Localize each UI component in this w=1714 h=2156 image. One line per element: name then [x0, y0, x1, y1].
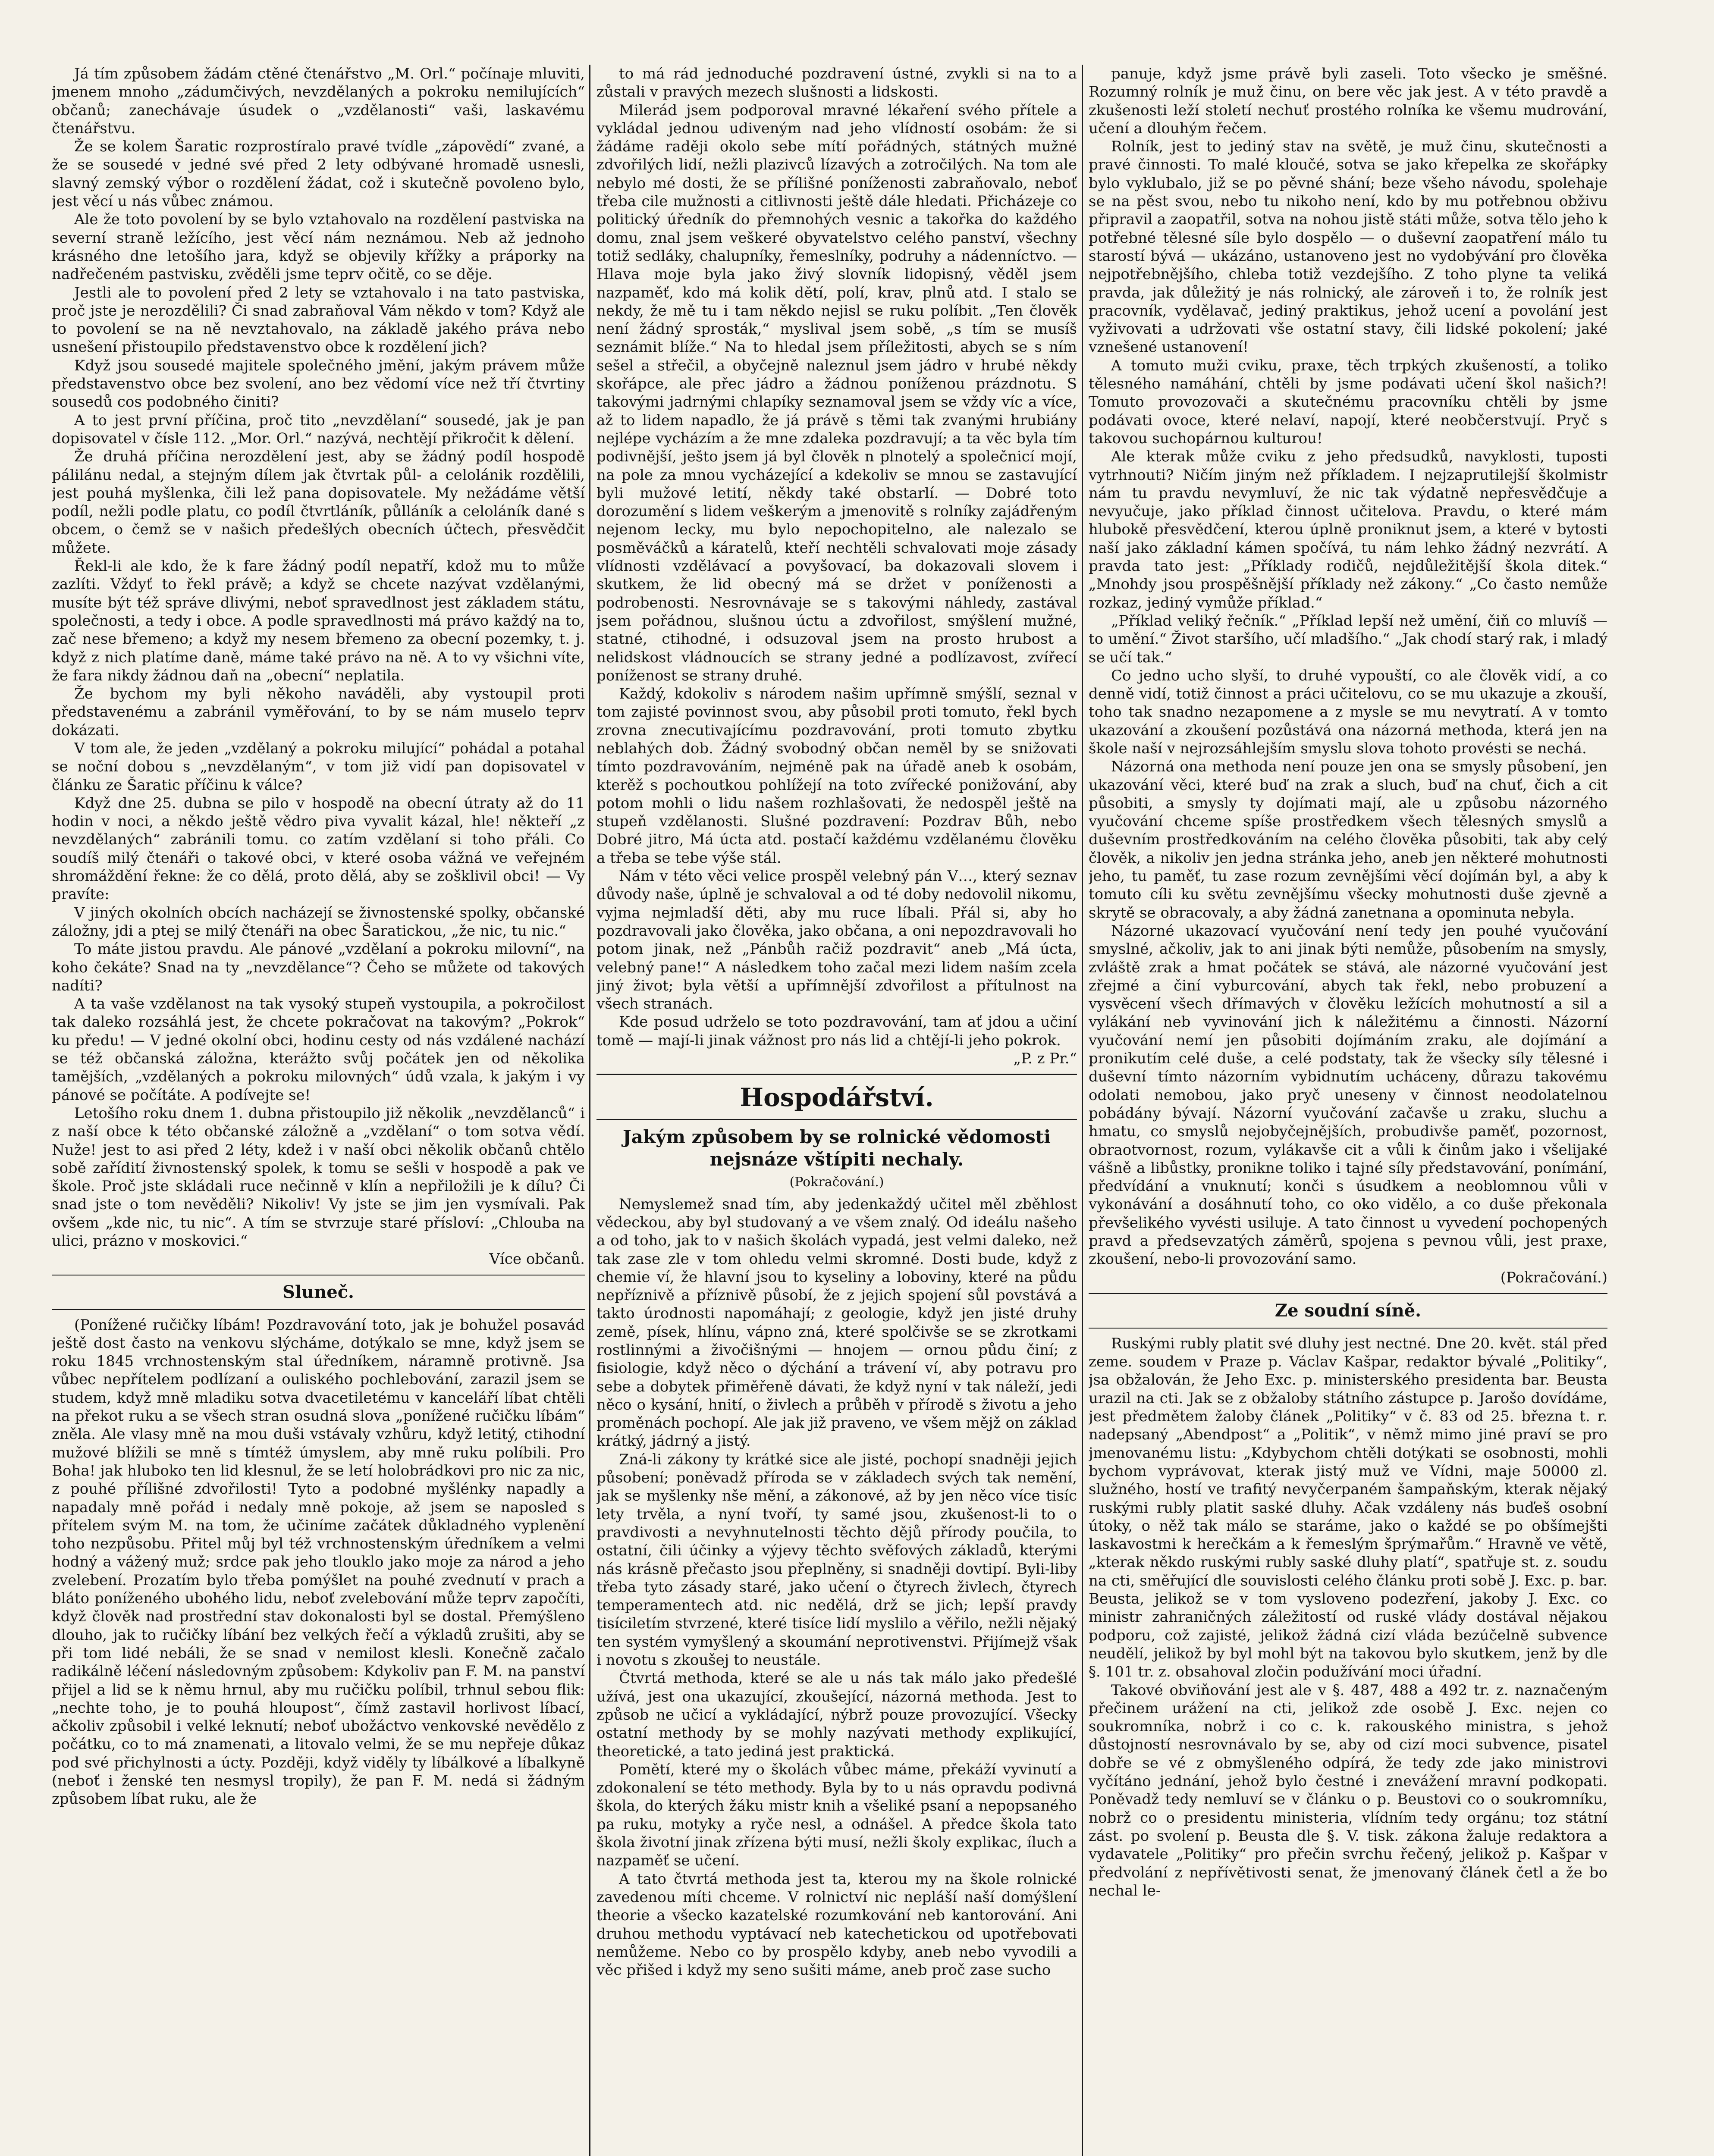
article-signature: Více občanů. — [489, 1250, 585, 1268]
article-signature: „P. z Pr.“ — [1013, 1050, 1077, 1068]
paragraph: Jestli ale to povolení před 2 lety se vztahovalo i na tato pastviska, proč jste je nerozdělili? Či snad zabraňoval Vám někdo v tom? Když ale to povolení se na ně nevztahovalo, na základě jakého práva nebo usnešení přistoupilo představenstvo obce k rozdělení jich? — [52, 284, 585, 356]
paragraph: Že bychom my byli někoho naváděli, aby vystoupil proti představenému a zabránil vyměřování, to by se nám muselo teprv dokázati. — [52, 685, 585, 739]
continued-note: (Pokračování.) — [1500, 1269, 1607, 1286]
paragraph: Když dne 25. dubna se pilo v hospodě na obecní útraty až do 11 hodin v noci, a někdo ještě vědro piva vyvalit kázal, hle! někteří „z nevzdělaných“ zabránili tomu. co zatím vzdělaní si toho přáli. Co soudíš milý čtenáři o takové obci, v které osoba vážná ve veřejném shromáždění řekne: že co dělá, proto dělá, aby se zošklivil obci! — Vy pravíte: — [52, 794, 585, 903]
continued-note: (Pokračování.) — [789, 1175, 884, 1190]
section-heading: Hospodářství. — [740, 1083, 934, 1112]
paragraph: Nemyslemež snad tím, aby jedenkaždý učitel měl zběhlost vědeckou, aby byl studovaný a ve všem znalý. Od ideálu našeho a od toho, jak to v našich školách vypadá, jest velmi daleko, než tak zase zle v tom ohledu velmi skromné. Dosti bude, když z chemie ví, že hlavní jsou to kyseliny a loboviny, které na půdu nepříznivě a příznivě působí, že z jejich spojení sůl povstává a takto úrodnosti napomáhají; z geologie, když jen jisté druhy země, písek, hlínu, vápno zná, které spolčivše se se zkrotkami rostlinnými a živočišnými — hnojem — ornou půdu činí; z fisiologie, když něco o dýchání a trávení ví, aby potravu pro sebe a dobytek přiměřeně dávati, že když nyní v tak náleží, jedi něco o kysání, hnití, o živlech a průběh v přírodě s životu a jeho proměnách pochopí. Ale jak již praveno, ve všem mějž on základ krátký, jádrný a jistý. — [596, 1195, 1077, 1450]
paragraph: to má rád jednoduché pozdravení ústné, zvykli si na to a zůstali v pravých mezech slušnosti a lidskosti. — [596, 65, 1077, 101]
column-left — [52, 65, 585, 2156]
paragraph: Kde posud udrželo se toto pozdravování, tam ať jdou a učiní tomě — mají-li jinak vážnost pro nás lid a chtějí-li jeho pokrok. — [596, 1013, 1077, 1049]
paragraph: Čtvrtá methoda, které se ale u nás tak málo jako předešlé užívá, jest ona ukazující, zkoušející, názorná methoda. Jest to způsob ne učicí a vykládající, nýbrž pouze provozující. Všecky ostatní methody by se mohly nazývati methody explikující, theoretické, a tato jediná jest praktická. — [596, 1670, 1077, 1760]
column-right — [1089, 65, 1607, 2156]
paragraph: Že se kolem Šaratic rozprostíralo pravé tvídle „zápovědí“ zvané, a že se sousedé v jedné své před 2 lety odbývané hromadě usnesli, slavný zemský výbor o rozdělení žádat, což i skutečně povoleno bylo, jest věcí u nás vůbec známou. — [52, 138, 585, 210]
section-heading: Sluneč. — [283, 1282, 354, 1302]
paragraph: A tomuto muži cviku, praxe, těch trpkých zkušeností, a toliko tělesného namáhání, chtěli by jsme podávati učení škol našich?! Tomuto provozovači a skutečnému pracovníku chtěli by jsme podávati ovoce, které nelaví, napojí, které neobčerstvují. Pryč s takovou suchopárnou kulturou! — [1089, 357, 1607, 447]
paragraph: Nám v této věci velice prospěl velebný pán V…, který seznav důvody naše, úplně je schvaloval a od té doby nedovolil nikomu, vyjma nejmladší děti, aby mu ruce líbali. Přál si, aby ho pozdravovali jako člověka, jako občana, a oni nepozdravovali ho potom jinak, než „Pánbůh račiž pozdravit“ aneb „Má úcta, velebný pane!“ A následkem toho začal mezi lidem naším zcela jiný život; byla větší a upřímnější zdvořilost a přítulnost na všech stranách. — [596, 868, 1077, 1013]
paragraph: Co jedno ucho slyší, to druhé vypouští, co ale člověk vidí, a co denně vidí, totiž činnost a práci učitelovu, co se mu ukazuje a zkouší, toho tak snadno nezapomene a z mysle se mu nevytratí. A v tomto ukazování a zkoušení pozůstává ona názorná methoda, která jen na škole naší v nejrozsáhlejším smyslu slova tohoto provésti se nechá. — [1089, 667, 1607, 757]
paragraph: panuje, když jsme právě byli zaseli. Toto všecko je směšné. Rozumný rolník je muž činu, on bere věc jak jest. A v této pravdě a zkušenosti leží století nechuť prostého rolníka ke všemu mudrování, učení a dlouhým řečem. — [1089, 65, 1607, 137]
paragraph: Rolník, jest to jediný stav na světě, je muž činu, skutečnosti a pravé činnosti. To malé kloučé, sotva se jako křepelka ze skořápky bylo vyklubalo, již se po pěvné shání; beze všeho návodu, spolehaje se na pěst svou, nebo tu nikoho není, kdo by mu potřebnou obživu připravil a zaopatřil, sotva na nohou jistě státi může, sotva tělo jeho k potřebné tělesné síle bylo dospělo — o duševní zaopatření málo tu starostí bývá — ukázáno, ustanoveno jest no vydobývání pro člověka nejpotřebnějšího, chleba totiž vezdejšího. Z toho plyne ta veliká pravda, jak důležitý je nás rolnický, ale zároveň i to, že rolník jest pracovník, vydělavač, jediný praktikus, jehož ucení a povolání jest vyživovati a udržovati vše ostatní stavy, čili lidské pokolení; jaké vznešené ustanovení! — [1089, 138, 1607, 356]
paragraph: V tom ale, že jeden „vzdělaný a pokroku milující“ pohádal a potahal se noční dobou s „nevzdělaným“, v tom již vidí pan dopisovatel v článku ze Šaratic příčinu k válce? — [52, 740, 585, 794]
section-divider — [596, 1074, 1077, 1075]
paragraph: To máte jistou pravdu. Ale pánové „vzdělaní a pokroku milovní“, na koho čekáte? Snad na ty „nevzdělance“? Čeho se můžete od takových nadíti? — [52, 940, 585, 994]
paragraph: Letošího roku dnem 1. dubna přistoupilo již několik „nevzdělanců“ i z naší obce k této občanské záložně a „vzdělaní“ o tom sotva vědí. Nuže! jest to asi před 2 léty, kdež i v naší obci několik občanů chtělo sobě zařídití živnostenský spolek, k tomu se sešli v hospodě a pak ve škole. Proč jste skládali ruce nečinně v klín a nepřiložili je k dílu? Či snad jste o tom nevěděli? Nikoliv! Vy jste se jim jen vysmívali. Pak ovšem „kde nic, tu nic“. A tím se stvrzuje staré přísloví: „Chlouba na ulici, prázno v moskovici.“ — [52, 1104, 585, 1250]
paragraph: (Ponížené ručičky líbám! Pozdravování toto, jak je bohužel posavád ještě dost často na venkovu slýcháme, dotýkalo se mne, když jsem se roku 1845 vrchnostenským stal úředníkem, náramně protivně. Jsa vůbec nepřítelem podlízaní a ouliského pochlebování, zarazil jsem se studem, když mně mladiku sotva dvacetiletému v kanceláří líbat chtěli na překot ruku a se všech stran osudná slova „ponížené ručičku líbám“ zněla. Ale vlasy mně na mou duši vstávaly vzhůru, když letitý, ctihodní mužové blížili se mně s tímtéž úmyslem, aby mně ruku políbili. Pro Boha! jak hluboko ten lid klesnul, že se letí holobrádkovi pro nic za nic, z pouhé přílišné zdvořilosti! Tyto a podobné myšlénky napadly a napadaly mně pořád i nedaly mně pokoje, až jsem se naposled s přítelem svým M. na tom, že učiníme začátek důkladného vyplenění toho nezpůsobu. Přitel můj byl též vrchnostenským úředníkem a velmi hodný a vážený muž; srdce pak jeho tlouklo jako moje za národ a jeho zvelebení. Prozatím bylo třeba pomýšlet na pouhé zvednutí v prach a bláto poníženého ubohého lidu, neboť zvelebování může teprv započíti, když člověk nad prostřední stav dokonalosti byl se dostal. Přemýšleno dlouho, jak to ručičky líbání bez velkých řečí a výkladů zrušiti, aby se při tom lidé nebáli, že se snad v nemilost klesli. Konečně začalo radikálně léčení následovným způsobem: Kdykoliv pan F. M. na panství přijel a lid se k němu hrnul, aby mu ručičku políbil, trhnul sebou flik: „nechte toho, je to pouhá hloupost“, čímž zastavil horlivost líbací, ačkoliv způsobil i velké leknutí; neboť ubožáctvo venkovské nevědělo z počátku, co to má znamenati, a litovalo velmi, že se mu nepřeje důkaz pod své přichylnosti a úcty. Později, když viděly ty líbálkové a líbalkyně (neboť i ženské ten nesmysl tropily), že pan F. M. nedá si žádným způsobem líbat ruku, ale že — [52, 1316, 585, 1808]
paragraph: A ta vaše vzdělanost na tak vysoký stupeň vystoupila, a pokročilost tak daleko rozsáhlá jest, že chcete pokračovat na takovým? „Pokrok“ ku předu! — V jedné okolní obci, hodinu cesty od nás vzdálené nachází se též občanská záložna, kterážto svůj počátek jen od několika tamějších, „vzdělaných a pokroku milovných“ údů vzala, k jakým i vy pánové se počítáte. A podívejte se! — [52, 995, 585, 1104]
column-divider — [1082, 65, 1083, 2156]
paragraph: Názorné ukazovací vyučování není tedy jen pouhé vyučování smyslné, ačkoliv, jak to ani jinak býti nemůže, působením na smysly, zvláště zrak a hmat počátek se stává, ale názorné vyučování jest zřejmé a činí vyburcování, abych tak řekl, nebo probuzení a vysvěcení všech dřímavých v člověku ležících mohutností a sil a vylákání neb vyvinování jich k náležitému a činnosti. Názorní vyučování nemí jen působiti dojímáním zraku, ale dojímání a pronikutím celé duše, a celé podstaty, tak že všecky síly tělesné i duševní tímto názorním vybidnutím ucháceny, důrazu takovému odolati nemobou, jako pryč uneseny v činnost neodolatelnou pobádány bývají. Názorní vyučování začavše u zraku, sluchu a hmatu, co smyslů nejobyčejnějších, probudivše paměť, pozornost, obraotvornost, rozum, vylákavše cit a vůli k činům jako i všelijaké vášně a libůstky, pronikne toliko i tajné síly představování, ponímání, předvídání a vnuknutí; konči s úsudkem a neoblomnou vůli v vykonávání a dosáhnutí toho, co oko vidělo, a co duše překonala převšelikého vyvésti usiluje. A tato činnost u vyvedení pochopených pravd a předsevzatých záměrů, spojena s pevnou vůli, jest praxe, zkoušení, nebo-li provozování samo. — [1089, 922, 1607, 1268]
section-divider — [596, 1119, 1077, 1120]
paragraph: „Příklad veliký řečník.“ „Příklad lepší než umění, čiň co mluvíš — to umění.“ Život staršího, učí mladšího.“ „Jak chodí starý rak, i mladý se učí tak.“ — [1089, 612, 1607, 666]
section-heading: Ze soudní síně. — [1275, 1300, 1422, 1321]
paragraph: Názorná ona methoda není pouze jen ona se smysly působení, jen ukazování věci, které buď na zrak a sluch, buď na chuť, čich a cit působiti, a smysly ty dojímati mají, ale u způsobu názorného vyučování chceme spíše prostředkem všech tělesných smyslů a duševním prostředkováním na celého člověka působiti, tak aby celý člověk, a nikoliv jen jedna stránka jeho, aneb jen některé mohutnosti jeho, tu paměť, tu zase rozum zevnějšími věcí dojímán byl, a aby k tomuto cíli ku světu zevnějšímu všecky mohutnosti duše zjevně a skrytě se obracovaly, a aby žádná zanetnana a opominuta nebyla. — [1089, 758, 1607, 921]
paragraph: A tato čtvrtá methoda jest ta, kterou my na škole rolnické zavedenou míti chceme. V rolnictví nic nepláší naší domýšlení theorie a všecko kazatelské rozumkování neb kantorování. Ani druhou methodu vyptávací neb katechetickou od upotřebovati nemůžeme. Nebo co by prospělo kdyby, aneb nebo vyvodili a věc přišed i když my seno sušiti máme, aneb proč zase sucho — [596, 1870, 1077, 1979]
section-divider — [1089, 1328, 1607, 1329]
paragraph: Pomětí, které my o školách vůbec máme, překáží vyvinutí a zdokonalení se této methody. Byla by to u nás opravdu podivná škola, do kterých žáku mistr knih a všeliké psaní a nepopsaného pa ruku, motyky a ryče nesl, a odnášel. A předce škola tato škola životní jinak zřízena býti musí, nežli školy explikac, íluch a nazpaměť se učení. — [596, 1761, 1077, 1870]
paragraph: Když jsou sousedé majitele společného jmění, jakým právem může představenstvo obce bez svolení, ano bez vědomí více než tří čtvrtiny sousedů cos podobného činiti? — [52, 357, 585, 411]
paragraph: Takové obviňování jest ale v §. 487, 488 a 492 tr. z. naznačeným přečinem urážení na cti, jelikož zde osobě J. Exc. nejen co soukromníka, nobrž i co c. k. rakouského ministra, s jehož důstojností nesrovnávalo by se, aby od cizí moci subvence, pisatel dobře se vé z obmyšleného odpírá, že tedy zde jako ministrovi vyčítáno jednání, jehož bylo čestné i znevážení mravní podkopati. Poněvadž tedy nemluví se v článku o p. Beustovi co o soukromníku, nobrž co o presidentu ministeria, vlídním tedy orgánu; toz státní zást. po svolení p. Beusta dle §. V. tisk. zákona žaluje redaktora a vydavatele „Politiky“ pro přečin svrchu řečený, jelikož p. Kašpar v předvolání z nepřívětivosti senat, že jmenovaný článek četl a že bo nechal le- — [1089, 1681, 1607, 1899]
paragraph: Já tím způsobem žádám ctěné čtenářstvo „M. Orl.“ počínaje mluviti, jmenem mnoho „zádumčivých, nevzdělaných a pokroku nemilujících“ občanů; zanechávaje úsudek o „vzdělanosti“ vaši, laskavému čtenářstvu. — [52, 65, 585, 137]
paragraph: Každý, kdokoliv s národem našim upřímně smýšlí, seznal v tom zajisté povinnost svou, aby působil proti tomuto, řekl bych zrovna znecutivajícímu pozdravování, proti tomuto zbytku neblahých dob. Žádný svobodný občan neměl by se snižovati tímto pozdravováním, nejméně pak na úřadě aneb k osobám, kterěž s pochoutkou pohlížejí na toto zvířecké ponižování, aby potom mohli o lidu našem rozhlašovati, že nedospěl ještě na stupeň vzdělanosti. Slušné pozdravení: Pozdrav Bůh, nebo Dobré jitro, Má úcta atd. postačí každému vzdělanému člověku a třeba se tebe výše stál. — [596, 685, 1077, 867]
section-divider — [52, 1309, 585, 1310]
paragraph: A to jest první příčina, proč tito „nevzdělaní“ sousedé, jak je pan dopisovatel v čísle 112. „Mor. Orl.“ nazývá, nechtějí přikročit k dělení. — [52, 411, 585, 447]
paragraph: V jiných okolních obcích nacházejí se živnostenské spolky, občanské záložny, jdi a ptej se milý čtenáři na obec Šaratickou, „že nic, tu nic.“ — [52, 904, 585, 940]
article-title: Jakým způsobem by se rolnické vědomosti nejsnáze vštípiti nechaly. — [622, 1126, 1051, 1170]
column-divider — [589, 65, 590, 2156]
paragraph: Ale kterak může cviku z jeho předsudků, navyklosti, tuposti vytrhnouti? Ničím jiným než příkladem. I nejzaprutilejší školmistr nám tu pravdu nevymluví, že nic tak výdatně nepřesvědčuje a nevyučuje, jako příklad činnost učitelova. Pravdu, o které mám hlubokě přesvědčení, kterou úplně proniknut jsem, a které v bytosti naší jako základní kámen spočívá, tu nám lehko žádný nezvrátí. A pravda tato jest: „Příklady rodičů, nejdůležitější škola ditek.“ „Mnohdy jsou prospěšnější příklady než zákony.“ „Co často nemůže rozkaz, jediný vymůže příklad.“ — [1089, 448, 1607, 611]
paragraph: Milerád jsem podporoval mravné lékaření svého přítele a vykládal jednou udiveným nad jeho vlídností osobám: že si žádáme raději okolo sebe mítí pořádných, státných mužné zdvořilých lidí, nežli plazivců lízavých a zotročilých. Na tom ale nebylo mé dosti, že se přílišné poníženosti zabraňovalo, neboť třeba cile mužnosti a citlivnosti ještě dále hledati. Přicházeje co politický úředník do přemnohých vesnic a takořka do každého domu, znal jsem veškeré obyvatelstvo celého panství, všechny totiž sedláky, chalupníky, řemeslníky, podruhy a nádenníctvo. — Hlava moje byla jako živý slovník lidopisný, věděl jsem nazpaměť, kdo má kolik dětí, polí, krav, plnů atd. I stalo se nekdy, že mě tu i tam někdo nejisl se ruku políbit. „Ten člověk není žádný sprosták,“ myslival jsem sobě, „s tím se musíš seznámit blíže.“ Na to hledal jsem příležitosti, abych se s ním sešel a střečil, a obyčejně naleznul jsem jádro v hrubé někdy skořápce, ale přec jádro a žádnou poníženou prázdnotu. S takovými jadrnými chlapíky seznamoval jsem se vždy víc a více, až to lidem napadlo, že já právě s těmi tak zvanými hrubiány nejlépe vycházím a že mne zdaleka pozdravují; a ta věc byla tím podivnější, ješto jsem já byl člověk n plnotelý a společnicí mojí, na pole za mnou vycházející a kdekoliv se mnou se zastavující byli mužové letití, někdy také obstarlí. — Dobré toto dorozumění s lidem veškerým a jmenovitě s rolníky zajádřeným nejenom lecky, mu bylo nepochopitelno, ale nalezalo se posměváčků a káratelů, kteří nechtěli schvalovati moje zásady vlídnosti vzdělávací a povyšovací, ba dokazovali slovem i skutkem, že lid obecný má se držet v poníženosti a podrobenosti. Nesrovnávaje se s takovými náhledy, zastával jsem pořádnou, slušnou úctu a zdvořilost, smýšlení mužné, statné, ctihodné, i odsuzoval jsem na prosto hrubost a nelidskost vládnoucích se strany jedné a podlízavost, zvířecí poníženost se strany druhé. — [596, 101, 1077, 684]
column-middle — [596, 65, 1077, 2156]
paragraph: Že druhá příčina nerozdělení jest, aby se žádný podíl hospodě pálilánu nedal, a stejným dílem jak čtvrtak půl- a celolánik rozdělili, jest pouhá myšlenka, čili lež pana dopisovatele. My nežádáme větší podíl, nežli podle platu, co podíl čtvrtláník, půlláník a celoláník dané s obcem, o čemž se v našich předešlých obecních účtech, přesvědčit můžete. — [52, 448, 585, 557]
paragraph: Ale že toto povolení by se bylo vztahovalo na rozdělení pastviska na severní straně ležícího, jest věcí nám neznámou. Neb až jednoho krásného dne letošího jara, když se objevily křížky a práporky na nadřečeném pastvisku, zvěděli jsme teprv očitě, co se děje. — [52, 211, 585, 283]
paragraph: Zná-li zákony ty krátké sice ale jisté, pochopí snadněji jejich působení; poněvadž příroda se v základech svých tak nemění, jak se myšlenky nše mění, a zákonové, až by jen něco více tisíc lety trvěla, a nyní tvoří, ty samé jsou, zkušenost-li to o pravdivosti a nevyhnutelnosti těchto dějů přírody poučila, to ostatní, čili účinky a výjevy těchto svěfových základů, kterými nás krásně přečasto jsou přeplněny, si snadněji dovtipí. Byli-liby třeba tyto zásady staré, jako učení o čtyrech živlech, čtyrech temperamentech atd. nic nedělá, drž se jich; lepší pravdy tisíciletím stvrzené, které tisíce lidí myslilo a věřilo, nežli nějaký ten systém vymyšlený a skoumání neprotivenstvi. Přijímejž však i novotu s zkoušej to neustále. — [596, 1451, 1077, 1669]
section-divider — [1089, 1293, 1607, 1294]
paragraph: Řekl-li ale kdo, že k fare žádný podíl nepatří, kdož mu to může zazlíti. Vždyť to řekl právě; a když se chcete nazývat vzdělanými, musíte být též správe dlivými, neboť spravedlnost jest základem státu, společnosti, a tedy i obce. A podle spravedlnosti má právo každý na to, zač nese břemeno; a když my nesem břemeno za obecní pozemky, t. j. když z nich platíme daně, máme také právo na ně. A to vy všichni víte, že fara nikdy žádnou daň na „obecní“ neplatila. — [52, 558, 585, 684]
paragraph: Ruskými rubly platit své dluhy jest nectné. Dne 20. květ. stál před zeme. soudem v Praze p. Václav Kašpar, redaktor bývalé „Politiky“, jsa obžalován, že Jeho Exc. p. ministerského presidenta bar. Beusta urazil na cti. Jak se z obžaloby státního zástupce p. Jarošo dovídáme, jest předmětem žaloby článek „Politiky“ v č. 83 od 25. března t. r. nadepsaný „Abendpost“ a „Politik“, v němž mimo jiné praví se pro jmenovanému listu: „Kdybychom chtěli dotýkati se osobnosti, mohli bychom vyprávovat, kterak jistý muž ve Vídni, maje 50000 zl. služného, hostí ve trafitý nevyčerpaném šampaňským, kterak nějaký ruskými rubly platit saské dluhy. Ačak vzdáleny nás buďeš osobní útoky, o něž tak málo se staráme, jako o každé se po obšímejšti laskavostmi k herečkám a k řemeslým šprýmařům.“ Hravně ve větě, „kterak někdo ruskými rubly saské dluhy platí“, spatřuje st. z. soudu na cti, směřující dle souvislosti celého článku proti sobě J. Exc. p. bar. Beusta, jelikož se v tom vysloveno podezření, jakoby J. Exc. co ministr zahraničných záležitostí od ruské vlády dostával nějakou podporu, což zajisté, jelikož žádná cizí vláda bezúčelně subvence neudělí, jelikož by byl mohl být na takovou bylo skutkem, jenž by dle §. 101 tr. z. obsahoval zločin podužívání moci úřadní. — [1089, 1335, 1607, 1681]
